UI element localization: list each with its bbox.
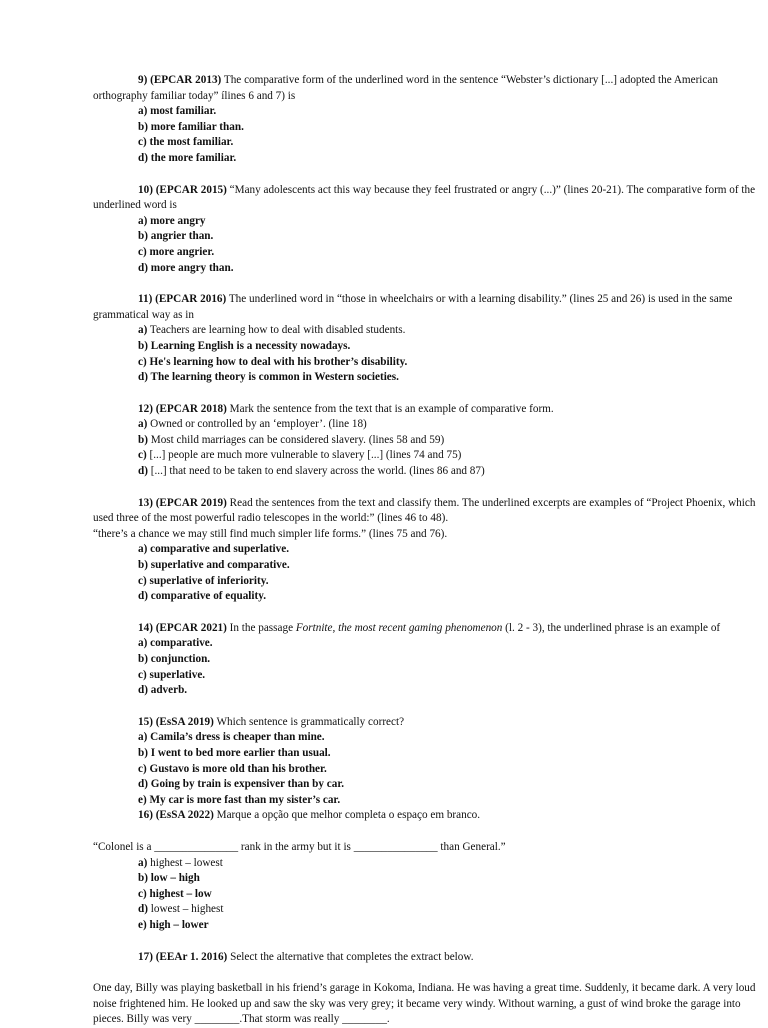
option: c) more angrier. (138, 245, 215, 258)
option: d) The learning theory is common in Western societies. (138, 371, 399, 384)
question-16-sentence: “Colonel is a _______________ rank in the army but it is _______________ than General.” (93, 840, 506, 853)
option: e) high – lower (138, 918, 209, 931)
option: d) lowest – highest (138, 903, 224, 916)
option: b) Learning English is a necessity nowadays. (138, 339, 351, 352)
question-13-quote: “there’s a chance we may still find much simpler life forms.” (lines 75 and 76). (93, 527, 448, 540)
option: b) conjunction. (138, 653, 211, 665)
option: a) more angry (138, 214, 206, 227)
question-16: 16) (EsSA 2022) Marque a opção que melhor completa o espaço em branco. (138, 809, 481, 822)
option: a) comparative. (138, 637, 213, 650)
option: b) Most child marriages can be considered slavery. (lines 58 and 59) (138, 433, 445, 446)
question-15-options (138, 730, 756, 808)
question-9-options (138, 104, 756, 166)
option: c) He's learning how to deal with his brother’s disability. (138, 355, 408, 368)
question-10: 10) (EPCAR 2015) “Many adolescents act this way because they feel frustrated or angry (...)” (lines 20-21). The comparative form of the underlined word is (93, 183, 756, 212)
question-9: 9) (EPCAR 2013) The comparative form of the underlined word in the sentence “Webster’s dictionary [...] adopted the American orthography familiar today” ílines 6 and 7) is (93, 74, 718, 102)
question-12-options (138, 417, 756, 479)
option: e) My car is more fast than my sister’s car. (138, 793, 341, 806)
option: d) the more familiar. (138, 151, 237, 164)
option: b) superlative and comparative. (138, 559, 290, 572)
option: b) more familiar than. (138, 120, 244, 133)
option: b) low – high (138, 872, 200, 885)
option: d) Going by train is expensiver than by car. (138, 778, 345, 791)
option: c) the most familiar. (138, 136, 234, 149)
option: b) angrier than. (138, 230, 214, 243)
option: a) most familiar. (138, 105, 217, 118)
option: a) Camila’s dress is cheaper than mine. (138, 731, 325, 744)
question-17-passage: One day, Billy was playing basketball in his friend’s garage in Kokoma, Indiana. He was having a great time. Suddenly, it became dark. A very loud noise frightened him. He looked up and saw the sky was very grey; it became very windy. Without warning, a gust of wind broke the garage into pieces. Billy was very ________.That storm was really ________. (93, 982, 756, 1026)
question-14-options (138, 636, 756, 698)
question-13-options (138, 542, 756, 604)
question-17: 17) (EEAr 1. 2016) Select the alternative that completes the extract below. (138, 950, 474, 963)
question-11-options (138, 323, 756, 385)
question-15: 15) (EsSA 2019) Which sentence is grammatically correct? (138, 715, 405, 728)
question-13: 13) (EPCAR 2019) Read the sentences from the text and classify them. The underlined excerpts are examples of “Project Phoenix, which used three of the most powerful radio telescopes in the world:” (lines 46 to 48). (93, 496, 756, 525)
question-11: 11) (EPCAR 2016) The underlined word in “those in wheelchairs or with a learning disability.” (lines 25 and 26) is used in the same grammatical way as in (93, 293, 733, 321)
question-14: 14) (EPCAR 2021) In the passage Fortnite, the most recent gaming phenomenon (l. 2 - 3), the underlined phrase is an example of (138, 621, 721, 634)
option: d) more angry than. (138, 261, 234, 274)
option: d) [...] that need to be taken to end slavery across the world. (lines 86 and 87) (138, 465, 485, 478)
question-16-options (138, 856, 756, 934)
option: d) comparative of equality. (138, 590, 267, 603)
option: b) I went to bed more earlier than usual. (138, 746, 331, 759)
option: d) adverb. (138, 684, 188, 697)
option: c) superlative. (138, 668, 206, 681)
question-10-options (138, 214, 756, 276)
question-12: 12) (EPCAR 2018) Mark the sentence from the text that is an example of comparative form. (138, 402, 554, 415)
option: a) Teachers are learning how to deal with disabled students. (138, 324, 406, 337)
option: c) highest – low (138, 887, 212, 900)
option: c) superlative of inferiority. (138, 574, 269, 587)
option: c) Gustavo is more old than his brother. (138, 762, 327, 775)
option: a) Owned or controlled by an ‘employer’. (line 18) (138, 418, 367, 431)
option: c) [...] people are much more vulnerable to slavery [...] (lines 74 and 75) (138, 449, 462, 462)
document-page (93, 73, 756, 1028)
option: a) comparative and superlative. (138, 543, 290, 556)
option: a) highest – lowest (138, 856, 223, 869)
